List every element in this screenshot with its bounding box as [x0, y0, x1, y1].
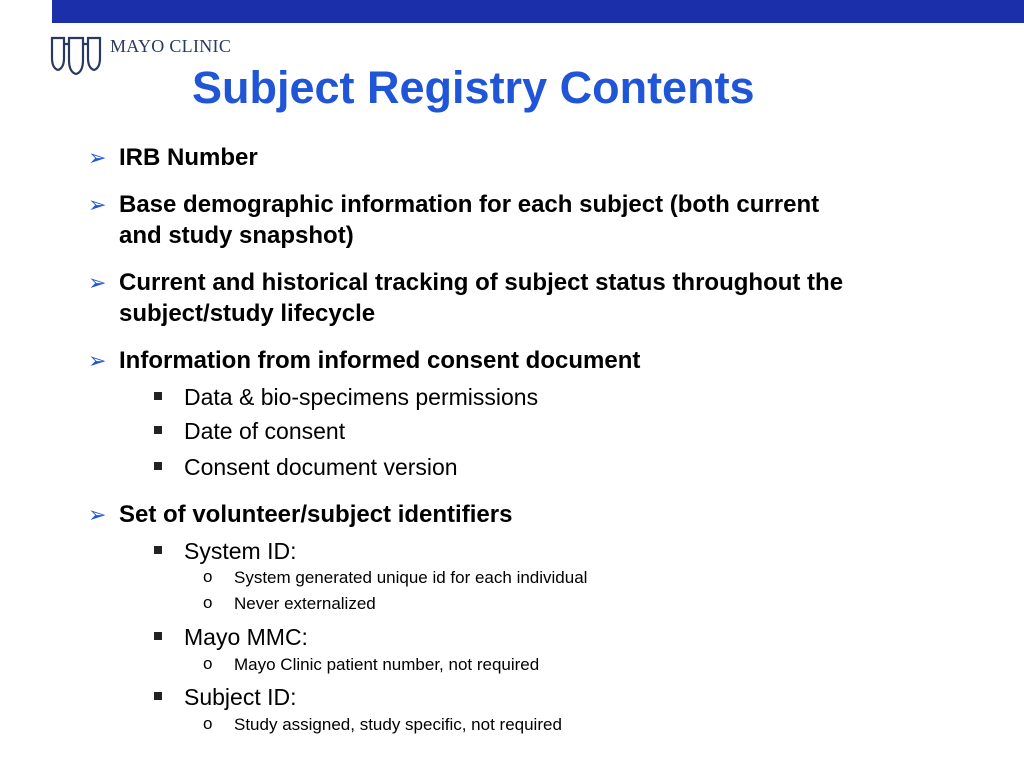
bullet-item: [88, 499, 988, 530]
sub-sub-bullet-item: [203, 567, 587, 589]
sub-bullet-text: Mayo MMC:: [184, 624, 308, 650]
sub-bullet-item: [154, 453, 458, 481]
sub-bullet-text: Consent document version: [184, 454, 458, 480]
circle-o-bullet-icon: o: [203, 567, 213, 586]
sub-sub-bullet-item: [203, 593, 376, 615]
arrow-bullet-icon: ➢: [88, 502, 107, 527]
sub-bullet-text: Data & bio-specimens permissions: [184, 384, 539, 410]
bullet-text: Set of volunteer/subject identifiers: [119, 501, 513, 528]
bullet-text: Base demographic information for each subject (both current and study snapshot): [119, 191, 820, 249]
arrow-bullet-icon: ➢: [88, 192, 107, 217]
sub-sub-bullet-text: Study assigned, study specific, not required: [234, 715, 562, 734]
arrow-bullet-icon: ➢: [88, 348, 107, 373]
sub-bullet-text: System ID:: [184, 538, 297, 564]
bullet-item: [88, 189, 848, 251]
square-bullet-icon: [154, 462, 162, 470]
sub-sub-bullet-item: [203, 714, 562, 736]
sub-bullet-item: [154, 417, 345, 445]
sub-bullet-text: Subject ID:: [184, 684, 297, 710]
square-bullet-icon: [154, 426, 162, 434]
sub-bullet-item: [154, 623, 308, 651]
bullet-text: Information from informed consent document: [119, 347, 641, 374]
sub-bullet-item: [154, 537, 296, 565]
square-bullet-icon: [154, 546, 162, 554]
square-bullet-icon: [154, 692, 162, 700]
bullet-text: IRB Number: [119, 144, 258, 171]
bullet-item: [88, 267, 948, 329]
slide-title: Subject Registry Contents: [192, 62, 755, 113]
circle-o-bullet-icon: o: [203, 654, 213, 673]
sub-sub-bullet-text: System generated unique id for each individual: [234, 568, 588, 587]
circle-o-bullet-icon: o: [203, 714, 213, 733]
circle-o-bullet-icon: o: [203, 593, 213, 612]
logo-text: MAYO CLINIC: [110, 36, 232, 56]
arrow-bullet-icon: ➢: [88, 145, 107, 170]
bullet-text: Current and historical tracking of subject status throughout the subject/study lifecycle: [119, 269, 844, 327]
sub-sub-bullet-item: [203, 654, 539, 676]
sub-bullet-item: [154, 383, 538, 411]
sub-bullet-item: [154, 683, 297, 711]
bullet-item: [88, 345, 988, 376]
square-bullet-icon: [154, 632, 162, 640]
bullet-item: [88, 142, 988, 173]
sub-sub-bullet-text: Never externalized: [234, 594, 376, 613]
square-bullet-icon: [154, 392, 162, 400]
sub-sub-bullet-text: Mayo Clinic patient number, not required: [234, 655, 540, 674]
sub-bullet-text: Date of consent: [184, 418, 346, 444]
arrow-bullet-icon: ➢: [88, 270, 107, 295]
